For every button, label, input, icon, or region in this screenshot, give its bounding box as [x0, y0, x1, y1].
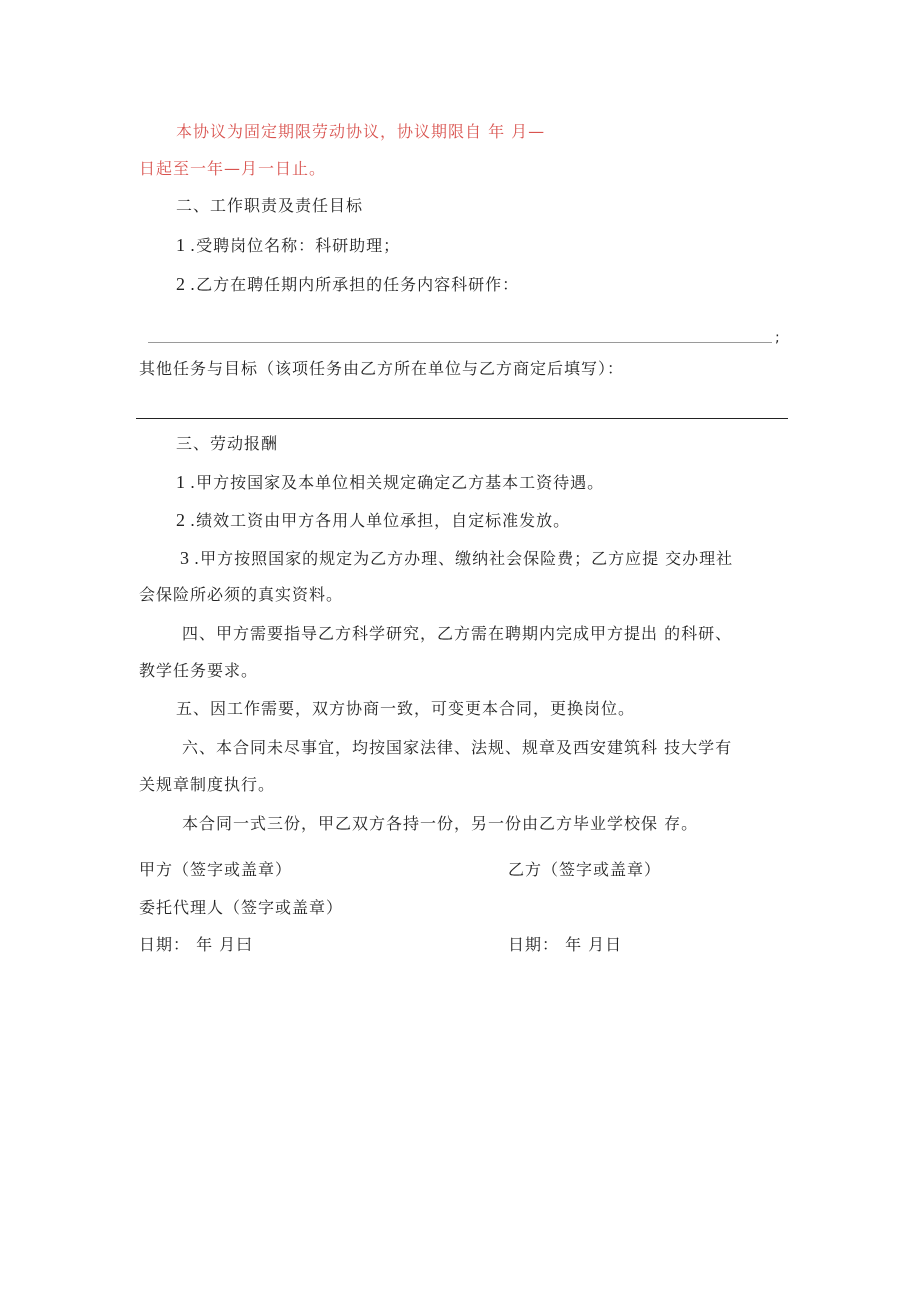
item-number: 1	[176, 235, 186, 255]
section-2-item-2	[176, 273, 519, 296]
blank-line-semicolon: ;	[775, 330, 780, 346]
section-3-item-1	[176, 471, 604, 494]
item-number: 2	[176, 510, 186, 530]
item-text: .绩效工资由甲方各用人单位承担，自定标准发放。	[190, 511, 571, 530]
section-3-item-2	[176, 509, 570, 532]
item-number: 1	[176, 472, 186, 492]
section-4-line-1: 四、甲方需要指导乙方科学研究，乙方需在聘期内完成甲方提出 的科研、	[182, 624, 733, 643]
copies-clause: 本合同一式三份，甲乙双方各持一份，另一份由乙方毕业学校保 存。	[182, 814, 699, 833]
section-3-title: 三、劳动报酬	[176, 434, 279, 453]
item-text: .乙方在聘任期内所承担的任务内容科研作：	[190, 275, 520, 294]
section-4-line-2: 教学任务要求。	[139, 661, 259, 680]
section-6-line-1: 六、本合同未尽事宜，均按国家法律、法规、规章及西安建筑科 技大学有	[182, 738, 733, 757]
item-text: .甲方按国家及本单位相关规定确定乙方基本工资待遇。	[190, 473, 605, 492]
section-3-item-3-continued: 会保险所必须的真实资料。	[139, 585, 344, 604]
section-6-line-2: 关规章制度执行。	[139, 775, 276, 794]
section-5-text: 五、因工作需要，双方协商一致，可变更本合同，更换岗位。	[176, 699, 636, 718]
contract-term-line-1: 本协议为固定期限劳动协议，协议期限自 年 月—	[176, 122, 546, 141]
agent-signature-label: 委托代理人（签字或盖章）	[139, 898, 344, 917]
other-tasks-label: 其他任务与目标（该项任务由乙方所在单位与乙方商定后填写）：	[139, 359, 625, 378]
task-content-blank-line	[148, 342, 772, 343]
section-2-item-1	[176, 234, 400, 257]
party-b-signature-label: 乙方（签字或盖章）	[508, 860, 662, 879]
other-tasks-blank-line	[136, 418, 788, 419]
section-2-title: 二、工作职责及责任目标	[176, 196, 364, 215]
item-text: .甲方按照国家的规定为乙方办理、缴纳社会保险费；乙方应提 交办理社	[194, 549, 734, 568]
contract-term-line-2: 日起至一年—月一日止。	[139, 159, 327, 178]
item-text: .受聘岗位名称：科研助理；	[190, 236, 401, 255]
section-3-item-3	[180, 547, 733, 570]
party-b-date-label: 日期： 年 月日	[508, 935, 623, 954]
party-a-signature-label: 甲方（签字或盖章）	[139, 860, 293, 879]
party-a-date-label: 日期： 年 月曰	[139, 935, 254, 954]
item-number: 2	[176, 274, 186, 294]
item-number: 3	[180, 548, 190, 568]
